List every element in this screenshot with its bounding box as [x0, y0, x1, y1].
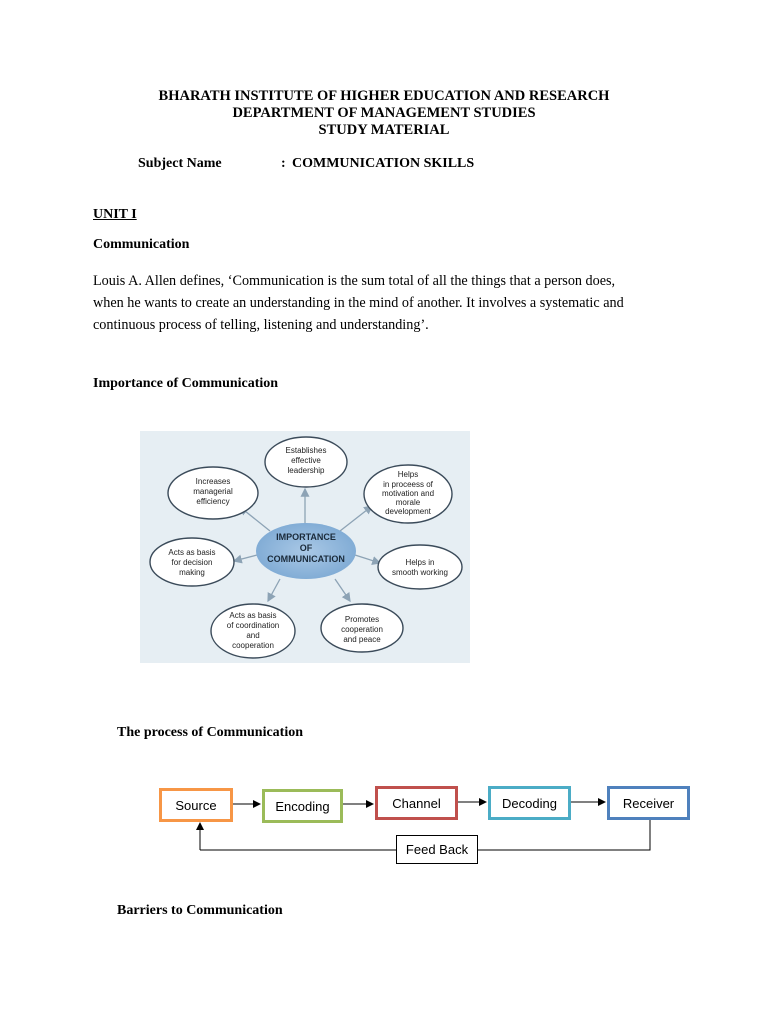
flow-box-source: Source [159, 788, 233, 822]
definition-line: continuous process of telling, listening and understanding’. [93, 317, 429, 333]
node-text: and peace [343, 635, 381, 644]
center-text: IMPORTANCE [276, 532, 336, 542]
feedback-box: Feed Back [396, 835, 478, 864]
institute-title: BHARATH INSTITUTE OF HIGHER EDUCATION AND RESEARCH [158, 88, 610, 104]
feedback-line [478, 819, 650, 850]
importance-heading: Importance of Communication [93, 376, 279, 391]
node-text: of coordination [226, 621, 280, 630]
node-text: effective [291, 456, 321, 465]
node-text: leadership [287, 466, 325, 475]
flow-box-decoding: Decoding [488, 786, 571, 820]
node-text: Acts as basis [168, 548, 216, 557]
process-heading: The process of Communication [117, 725, 304, 740]
unit-heading: UNIT I [93, 207, 137, 222]
definition-line: when he wants to create an understanding in the mind of another. It involves a systematic and [93, 295, 624, 311]
flow-box-receiver: Receiver [607, 786, 690, 820]
center-text: COMMUNICATION [267, 554, 345, 564]
importance-diagram-svg [140, 431, 470, 663]
node-text: Acts as basis [229, 611, 277, 620]
node-text: Increases [195, 477, 231, 486]
center-text: OF [299, 543, 313, 553]
node-text: cooperation [232, 641, 274, 650]
definition-line: Louis A. Allen defines, ‘Communication is the sum total of all the things that a person does, [93, 273, 616, 289]
node-text: smooth working [391, 568, 449, 577]
subject-separator: : [281, 156, 286, 171]
node-text: Establishes [285, 446, 327, 455]
node-text: managerial [193, 487, 233, 496]
node-ellipse [378, 545, 462, 589]
barriers-heading: Barriers to Communication [117, 903, 283, 918]
material-title: STUDY MATERIAL [318, 122, 450, 138]
communication-heading: Communication [93, 237, 190, 252]
node-text: cooperation [341, 625, 383, 634]
subject-value: COMMUNICATION SKILLS [292, 156, 475, 171]
node-text: Helps in [405, 558, 435, 567]
department-title: DEPARTMENT OF MANAGEMENT STUDIES [232, 105, 536, 121]
node-text: motivation and [381, 489, 435, 498]
node-text: efficiency [196, 497, 230, 506]
importance-diagram [140, 431, 470, 663]
node-text: Promotes [344, 615, 380, 624]
node-text: making [179, 568, 205, 577]
definition-paragraph [93, 270, 693, 336]
node-text: morale [395, 498, 421, 507]
flow-box-channel: Channel [375, 786, 458, 820]
node-text: for decision [171, 558, 213, 567]
node-text: Helps [397, 470, 419, 479]
node-text: and [246, 631, 260, 640]
subject-label: Subject Name [138, 156, 222, 171]
flow-box-encoding: Encoding [262, 789, 343, 823]
node-text: in proceess of [383, 480, 433, 489]
node-text: development [385, 507, 431, 516]
